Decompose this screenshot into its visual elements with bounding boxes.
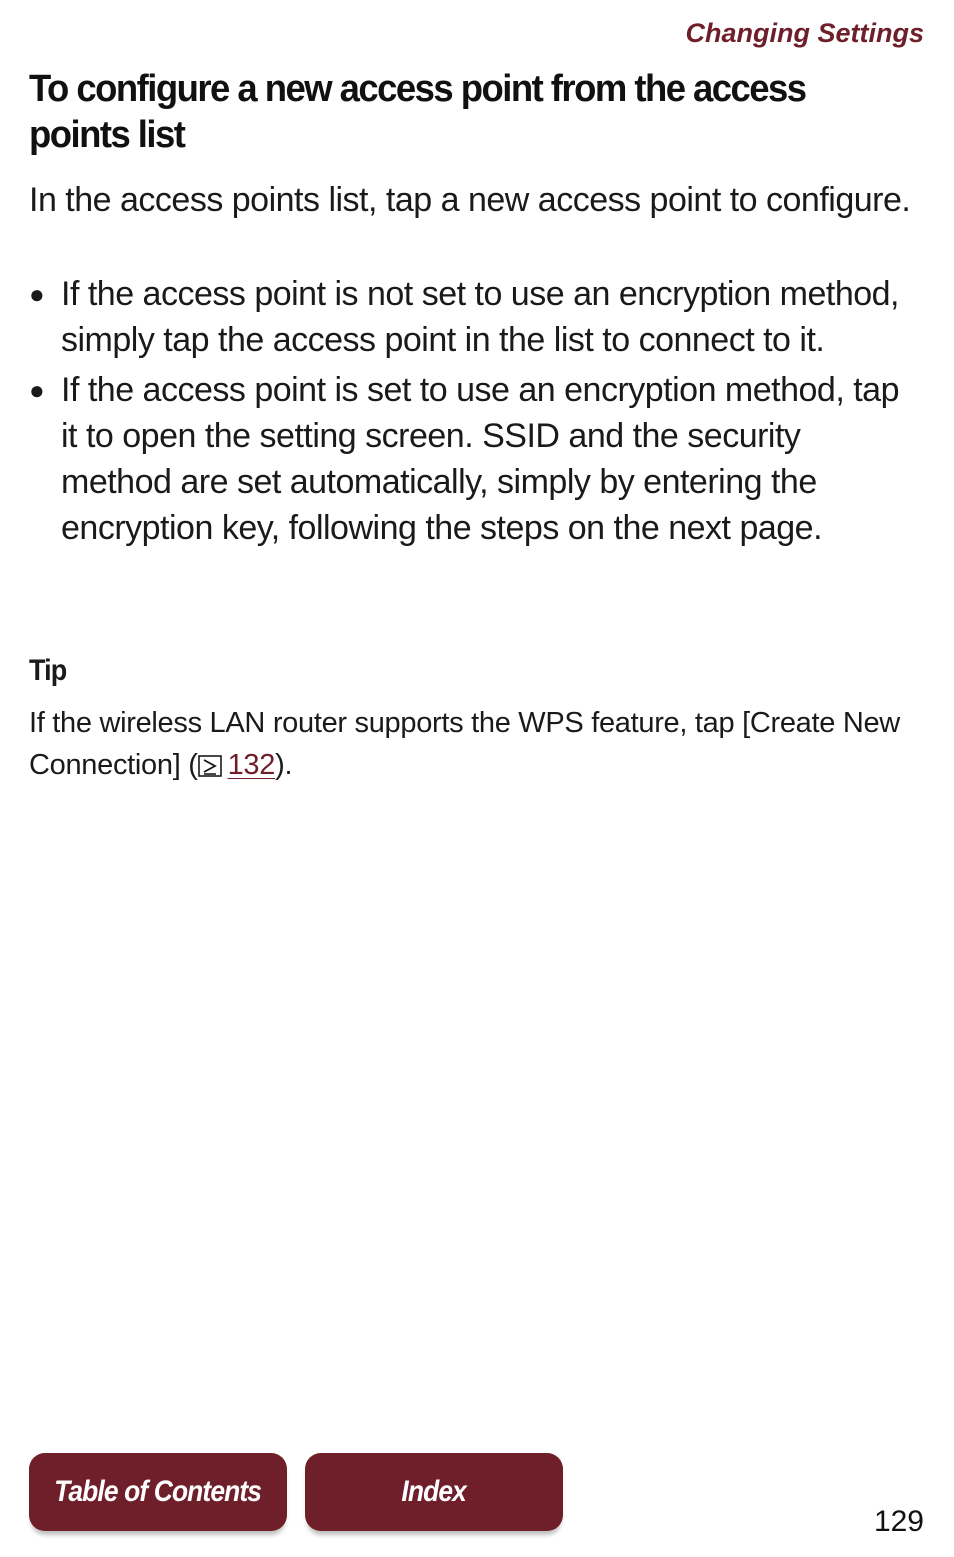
page-number: 129 bbox=[873, 1505, 924, 1538]
index-label: Index bbox=[401, 1475, 467, 1508]
bullet-text: If the access point is not set to use an encryption method, simply tap the access point in the list to connect to it. bbox=[61, 275, 899, 359]
table-of-contents-button[interactable] bbox=[29, 1453, 287, 1531]
section-header: Changing Settings bbox=[685, 18, 924, 48]
list-item bbox=[29, 367, 919, 551]
tip-text bbox=[29, 702, 929, 786]
index-button[interactable] bbox=[305, 1453, 563, 1531]
tip-title: Tip bbox=[29, 654, 67, 687]
list-item bbox=[29, 271, 919, 363]
page-reference-icon bbox=[198, 755, 222, 777]
page-link-132[interactable]: 132 bbox=[227, 749, 276, 781]
bullet-icon: ● bbox=[29, 375, 45, 405]
table-of-contents-label: Table of Contents bbox=[54, 1475, 262, 1508]
bullet-text: If the access point is set to use an encryption method, tap it to open the setting screen. SSID and the security method are set automatically, simply by entering the encryption key, following the steps on the next page. bbox=[61, 371, 899, 547]
intro-paragraph: In the access points list, tap a new access point to configure. bbox=[29, 181, 911, 219]
bullet-icon: ● bbox=[29, 279, 45, 309]
page-heading: To configure a new access point from the access points list bbox=[29, 68, 806, 156]
tip-text-before: If the wireless LAN router supports the WPS feature, tap [Create New Connection] ( bbox=[29, 707, 900, 781]
bullet-list bbox=[29, 271, 919, 555]
tip-text-after: ). bbox=[275, 749, 293, 781]
